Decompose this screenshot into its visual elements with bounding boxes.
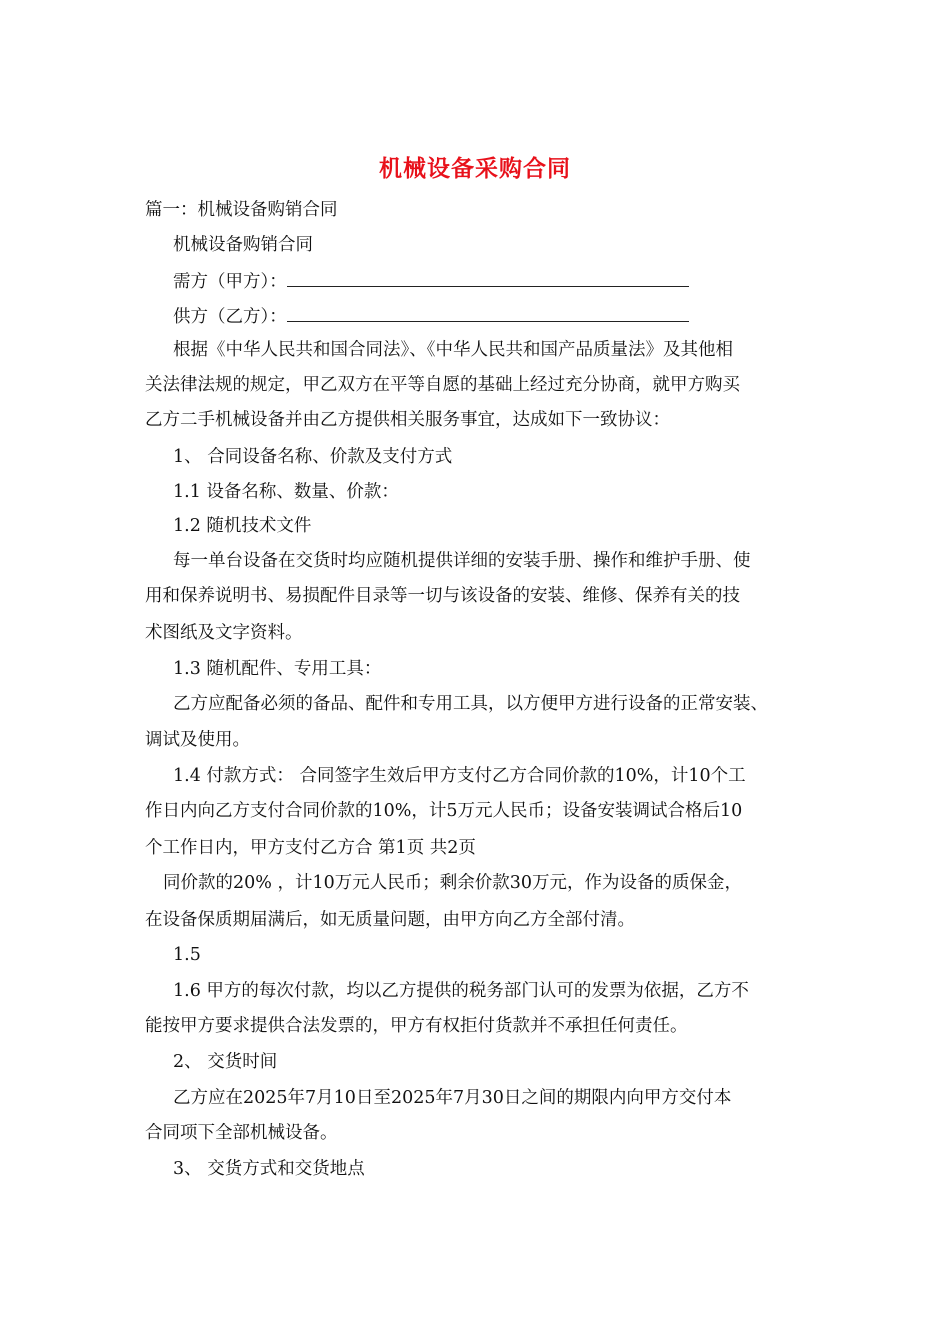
contract-subtitle: 机械设备购销合同 (173, 235, 313, 255)
body-line-with-page-marker: 个工作日内，甲方支付乙方合 第1页 共2页 (145, 838, 476, 858)
body-line: 同价款的20% ，计10万元人民币；剩余价款30万元，作为设备的质保金， (163, 873, 742, 893)
document-title: 机械设备采购合同 (379, 155, 571, 182)
clause-line: 1.2 随机技术文件 (173, 516, 312, 536)
clause-line: 1.6 甲方的每次付款，均以乙方提供的税务部门认可的发票为依据，乙方不 (173, 981, 749, 1001)
buyer-label: 需方（甲方）： (173, 272, 287, 292)
buyer-blank-line (287, 268, 689, 287)
body-line: 乙方应配备必须的备品、配件和专用工具，以方便甲方进行设备的正常安装、 (173, 694, 768, 714)
body-line: 根据《中华人民共和国合同法》、《中华人民共和国产品质量法》及其他相 (173, 340, 733, 360)
seller-label: 供方（乙方）： (173, 307, 287, 327)
seller-field (173, 303, 689, 329)
body-line: 关法律法规的规定，甲乙双方在平等自愿的基础上经过充分协商，就甲方购买 (145, 375, 740, 395)
clause-line: 1.3 随机配件、专用工具： (173, 659, 382, 679)
body-line: 用和保养说明书、易损配件目录等一切与该设备的安装、维修、保养有关的技 (145, 586, 740, 606)
body-line: 乙方二手机械设备并由乙方提供相关服务事宜，达成如下一致协议： (145, 410, 670, 430)
body-line: 合同项下全部机械设备。 (145, 1123, 338, 1143)
body-line: 每一单台设备在交货时均应随机提供详细的安装手册、操作和维护手册、使 (173, 551, 751, 571)
body-line: 能按甲方要求提供合法发票的，甲方有权拒付货款并不承担任何责任。 (145, 1016, 688, 1036)
buyer-field (173, 268, 689, 294)
clause-line: 1.5 (173, 945, 201, 965)
body-line: 在设备保质期届满后，如无质量问题，由甲方向乙方全部付清。 (145, 910, 635, 930)
clause-line: 1.1 设备名称、数量、价款： (173, 482, 399, 502)
section-heading: 篇一：机械设备购销合同 (145, 200, 338, 220)
body-line: 作日内向乙方支付合同价款的10%，计5万元人民币；设备安装调试合格后10 (145, 801, 743, 821)
body-line: 调试及使用。 (145, 730, 250, 750)
body-line: 乙方应在2025年7月10日至2025年7月30日之间的期限内向甲方交付本 (173, 1088, 732, 1108)
clause-line: 1.4 付款方式： 合同签字生效后甲方支付乙方合同价款的10%，计10个工 (173, 766, 746, 786)
seller-blank-line (287, 303, 689, 322)
clause-heading: 1、 合同设备名称、价款及支付方式 (173, 447, 453, 467)
body-line: 术图纸及文字资料。 (145, 623, 303, 643)
clause-heading: 3、 交货方式和交货地点 (173, 1159, 365, 1179)
clause-heading: 2、 交货时间 (173, 1052, 278, 1072)
